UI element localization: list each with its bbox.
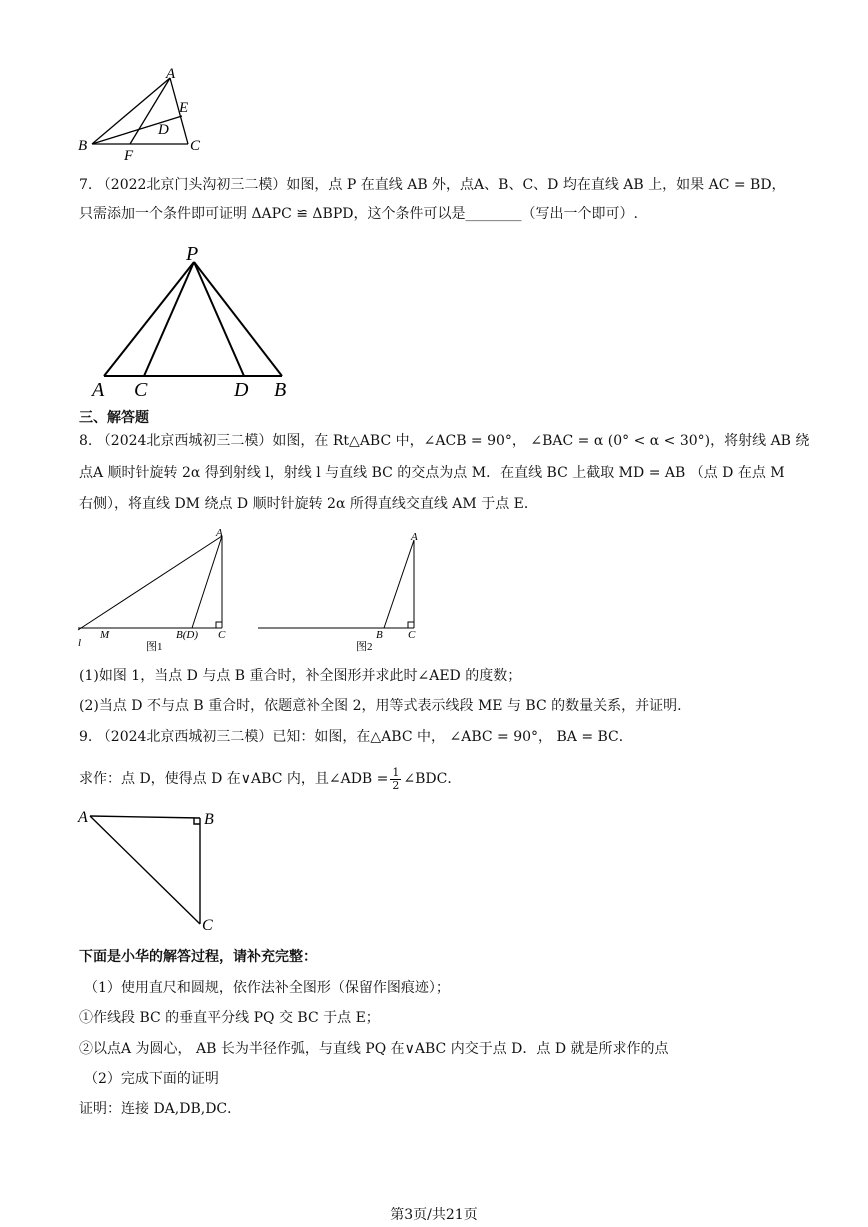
label-A: A bbox=[92, 379, 105, 400]
q7-line1: 7. （2022北京门头沟初三二模）如图，点 P 在直线 AB 外，点A、B、C、D 均在直线 AB 上，如果 AC = BD， bbox=[79, 177, 786, 193]
label-B: B bbox=[274, 379, 287, 400]
section-title: 三、解答题 bbox=[79, 410, 149, 426]
fraction-numerator: 1 bbox=[392, 765, 400, 779]
label-C: C bbox=[218, 629, 226, 641]
label-E: E bbox=[179, 100, 189, 116]
q7-figure bbox=[86, 240, 306, 400]
label-C: C bbox=[408, 629, 416, 641]
step1b: ②以点A 为圆心， AB 长为半径作弧，与直线 PQ 在∨ABC 内交于点 D．点 D 就是所求作的点 bbox=[79, 1041, 669, 1057]
step1a: ①作线段 BC 的垂直平分线 PQ 交 BC 于点 E； bbox=[79, 1010, 380, 1026]
q8-figure2 bbox=[256, 528, 426, 656]
q8-line1: 8. （2024北京西城初三二模）如图，在 Rt△ABC 中，∠ACB = 90°， ∠BAC = α (0° < α < 30°)，将射线 AB 绕 bbox=[79, 433, 810, 449]
label-A: A bbox=[78, 809, 88, 826]
q9-figure bbox=[74, 804, 224, 934]
label-BD: B(D) bbox=[176, 629, 198, 641]
label-F: F bbox=[124, 148, 134, 160]
figure2-caption: 图2 bbox=[356, 641, 373, 653]
label-C: C bbox=[190, 138, 201, 154]
label-D: D bbox=[158, 122, 169, 138]
label-B: B bbox=[376, 629, 383, 641]
step1: （1）使用直尺和圆规，依作法补全图形（保留作图痕迹）； bbox=[84, 980, 450, 996]
label-A: A bbox=[166, 66, 176, 82]
q8-figure1 bbox=[74, 524, 239, 656]
label-P: P bbox=[186, 243, 199, 265]
q8-part1: (1)如图 1，当点 D 与点 B 重合时，补全图形并求此时∠AED 的度数； bbox=[79, 668, 522, 684]
label-B: B bbox=[204, 811, 214, 828]
label-C: C bbox=[134, 379, 148, 400]
label-D: D bbox=[234, 379, 249, 400]
solution-title: 下面是小华的解答过程，请补充完整： bbox=[79, 949, 317, 965]
label-A: A bbox=[411, 531, 418, 543]
step2: （2）完成下面的证明 bbox=[84, 1071, 219, 1087]
fraction-denominator: 2 bbox=[392, 778, 400, 792]
label-A: A bbox=[216, 527, 223, 539]
q8-line3: 右侧），将直线 DM 绕点 D 顺时针旋转 2α 所得直线交直线 AM 于点 E． bbox=[79, 496, 538, 512]
page-footer: 第3页/共21页 bbox=[390, 1207, 478, 1223]
q9-line2 bbox=[79, 765, 461, 793]
top-triangle-figure bbox=[72, 64, 212, 160]
q8-part2: (2)当点 D 不与点 B 重合时，依题意补全图 2，用等式表示线段 ME 与 BC 的数量关系，并证明. bbox=[79, 698, 682, 714]
proof-line: 证明：连接 DA,DB,DC． bbox=[79, 1101, 242, 1117]
label-B: B bbox=[78, 138, 88, 154]
q7-line2: 只需添加一个条件即可证明 ΔAPC ≌ ΔBPD，这个条件可以是________（写出一个即可）. bbox=[79, 206, 638, 222]
q8-line2: 点A 顺时针旋转 2α 得到射线 l，射线 l 与直线 BC 的交点为点 M．在直线 BC 上截取 MD = AB （点 D 在点 M bbox=[79, 465, 785, 481]
fraction bbox=[390, 767, 401, 792]
label-M: M bbox=[100, 629, 110, 641]
q9-line1: 9. （2024北京西城初三二模）已知：如图，在△ABC 中， ∠ABC = 90°， BA = BC． bbox=[79, 729, 633, 745]
q9-line2-pre: 求作：点 D，使得点 D 在∨ABC 内，且∠ADB = bbox=[79, 771, 389, 787]
figure1-caption: 图1 bbox=[146, 641, 163, 653]
label-C: C bbox=[202, 917, 213, 934]
label-l: l bbox=[78, 637, 82, 649]
q9-line2-post: ∠BDC． bbox=[403, 771, 462, 787]
